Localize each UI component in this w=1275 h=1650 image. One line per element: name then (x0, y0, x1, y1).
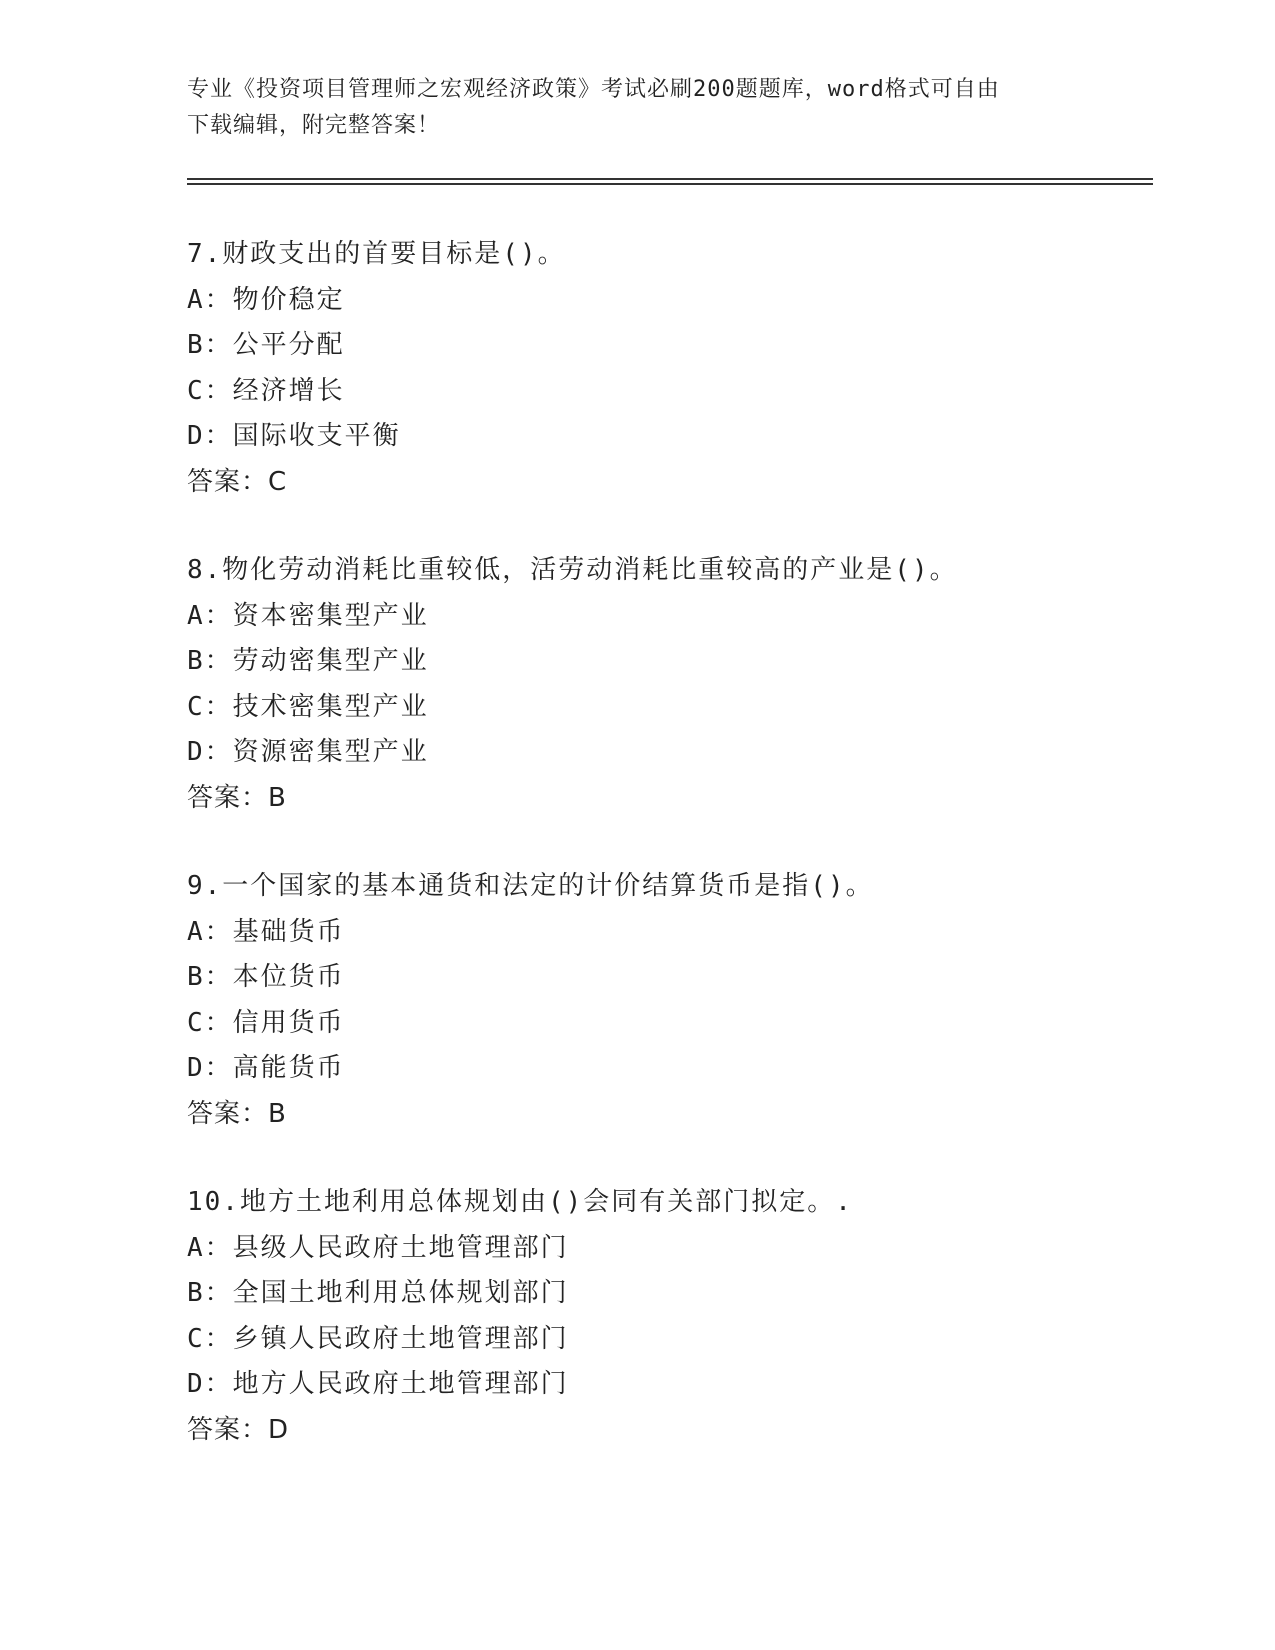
question-stem: 10.地方土地利用总体规划由()会同有关部门拟定。. (187, 1187, 853, 1217)
option-a: A：县级人民政府土地管理部门 (187, 1232, 569, 1263)
header-divider-bottom (187, 183, 1153, 185)
option-b: B：公平分配 (187, 330, 345, 360)
option-c: C：技术密集型产业 (187, 691, 429, 722)
document-header (187, 72, 1067, 144)
answer-line: 答案：D (187, 1414, 290, 1445)
option-a: A：物价稳定 (187, 284, 345, 315)
option-c: C：经济增长 (187, 375, 345, 406)
header-line-2: 下载编辑，附完整答案！ (187, 113, 441, 138)
option-d: D：国际收支平衡 (187, 421, 401, 451)
option-d: D：地方人民政府土地管理部门 (187, 1369, 569, 1399)
header-line-1: 专业《投资项目管理师之宏观经济政策》考试必刷200题题库，word格式可自由 (187, 77, 1000, 102)
question-10 (187, 1180, 1153, 1453)
question-stem: 7.财政支出的首要目标是()。 (187, 239, 566, 269)
option-a: A：资本密集型产业 (187, 600, 429, 631)
answer-line: 答案：C (187, 466, 288, 497)
question-8 (187, 548, 1153, 821)
option-d: D：高能货币 (187, 1053, 345, 1083)
answer-line: 答案：B (187, 1098, 287, 1129)
option-c: C：信用货币 (187, 1007, 345, 1038)
option-a: A：基础货币 (187, 916, 345, 947)
option-b: B：全国土地利用总体规划部门 (187, 1278, 569, 1308)
question-7 (187, 232, 1153, 505)
option-c: C：乡镇人民政府土地管理部门 (187, 1323, 569, 1354)
question-9 (187, 864, 1153, 1137)
question-stem: 8.物化劳动消耗比重较低，活劳动消耗比重较高的产业是()。 (187, 555, 958, 585)
question-stem: 9.一个国家的基本通货和法定的计价结算货币是指()。 (187, 871, 874, 901)
answer-line: 答案：B (187, 782, 287, 813)
option-d: D：资源密集型产业 (187, 737, 429, 767)
option-b: B：劳动密集型产业 (187, 646, 429, 676)
header-divider-top (187, 178, 1153, 180)
option-b: B：本位货币 (187, 962, 345, 992)
question-list (187, 232, 1153, 1496)
